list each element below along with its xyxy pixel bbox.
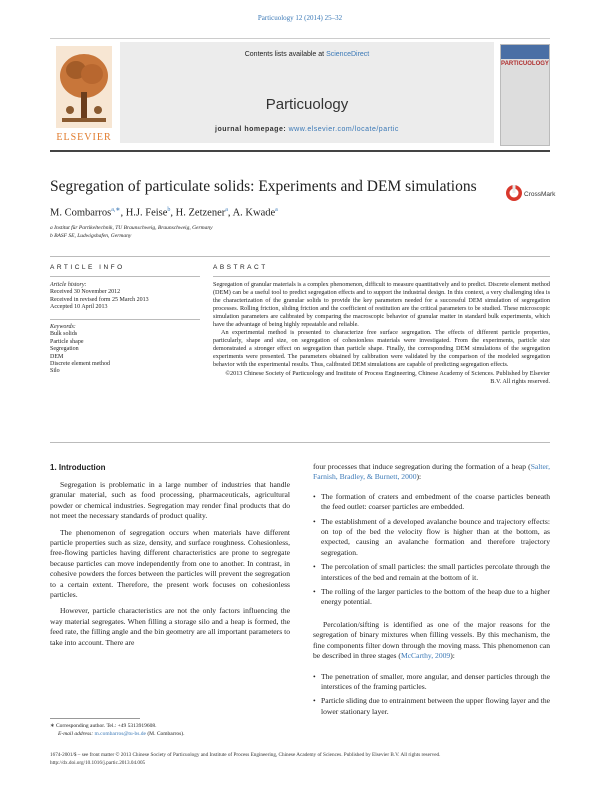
- list-item: • Particle sliding due to entrainment between the upper flowing layer and the lower stationary layer.: [313, 696, 550, 717]
- keyword: Bulk solids: [50, 331, 78, 338]
- author-name: H. Zetzener: [175, 207, 226, 219]
- abstract-paragraph: Segregation of granular materials is a complex phenomenon, difficult to measure quantitatively and to predict. Discrete element method (DEM) can be a useful tool to predict segregation effects and to support the industrial design. In this context, a very challenging idea is the characterization of the granular solids to provide the key parameters needed for a successful DEM simulation of segregation processes. Rolling friction, sliding friction and the coefficient of restitution are the critical parameters to be studied. These microscopic simulation parameters are calibrated by comparing the macroscopic behavior of granular matter in standard bulk experiments, which have the advantage of being highly repeatable and reliable.: [213, 281, 550, 328]
- crossmark-icon[interactable]: [505, 183, 556, 203]
- author-affiliation-marker[interactable]: a: [225, 207, 228, 213]
- email-link[interactable]: m.combarros@tu-bs.de: [94, 731, 146, 737]
- author-name: M. Combarros: [50, 207, 112, 219]
- text-run: Percolation/sifting is identified as one of the major reasons for the segregation of binary mixtures when filling vessels. By this mechanism, the fine components filter down through the moving mass. This phenomenon can be described in three stages (: [313, 619, 550, 661]
- body-paragraph: The phenomenon of segregation occurs when materials have different particle properties such as size, density, and surface roughness. Cohesionless, free-flowing particles having different characteristics are prone to segregate because particles can move independently from one to another. In contrast, in cohesive powders the forces between the particles will prevent the segregation to a certain extent. Therefore, the present work focuses on cohesionless particles.: [50, 527, 290, 600]
- info-divider: [50, 319, 200, 320]
- author-name: H.J. Feise: [125, 207, 168, 219]
- body-paragraph: [313, 462, 550, 483]
- text-run: ):: [416, 472, 422, 482]
- body-paragraph: [313, 620, 550, 662]
- keyword: Particle shape: [50, 338, 84, 345]
- text-run: ):: [450, 651, 455, 661]
- copyright-notice: ©2013 Chinese Society of Particuology and Institute of Process Engineering, Chinese Academy of Sciences. Published by Elsevier B.V. All rights reserved.: [225, 370, 550, 385]
- crossmark-label: CrossMark: [524, 191, 556, 198]
- footnote-divider: [50, 718, 140, 719]
- author-affiliation-marker[interactable]: b: [167, 207, 171, 213]
- author-name: A. Kwade: [232, 207, 276, 219]
- keyword: DEM: [50, 353, 64, 360]
- body-paragraph: However, particle characteristics are not the only factors influencing the way material segregates. When filling a storage silo and a heap is formed, the feed rate, the filling angle and the bin geometry are all important parameters to take into account. There are: [50, 606, 290, 647]
- email-suffix: (M. Combarros).: [145, 731, 185, 737]
- homepage-link[interactable]: www.elsevier.com/locate/partic: [288, 126, 399, 133]
- citation-link[interactable]: Salter, Farnish, Bradley, & Burnett, 2000: [313, 462, 550, 482]
- contents-line: [120, 51, 494, 58]
- email-note: [58, 731, 184, 737]
- abstract-divider: [213, 276, 550, 277]
- keyword: Segregation: [50, 346, 79, 353]
- contents-prefix: Contents lists available at: [244, 51, 327, 58]
- abstract-paragraph: An experimental method is presented to characterize free surface segregation. The effects of different particle properties, particularly, shape and size, on segregation of cohesionless materials were investigated. From the experiments, particle size demonstrated a stronger effect on segregation than particle shape. Finally, the corresponding DEM simulations of the segregation experiments were presented. The parameters obtained by calibration were validated by the comparison of the modeled segregation behavior with the experimental results. Thus, calibrated DEM simulations are capable of predicting segregation effects.: [213, 329, 550, 368]
- list-item: • The formation of craters and embedment of the coarse particles beneath the feed outlet: coarser particles are embedded.: [313, 492, 550, 513]
- cover-band: [501, 45, 549, 59]
- section-divider: [50, 256, 550, 257]
- article-title: Segregation of particulate solids: Experiments and DEM simulations: [50, 178, 477, 195]
- journal-reference[interactable]: Particuology 12 (2014) 25–32: [257, 14, 343, 22]
- history-item: Received in revised form 25 March 2013: [50, 296, 149, 303]
- list-item: • The penetration of smaller, more angular, and denser particles through the interstices of the framing particles.: [313, 672, 550, 693]
- author-affiliation-marker[interactable]: a,∗: [111, 207, 121, 213]
- elsevier-tree-logo: [54, 44, 114, 136]
- author-list: M. Combarros$^{a,∗}$, H.J. Feise$^b$, H. Zetzener$^a$, A. Kwade$^a$: [50, 207, 278, 219]
- journal-title: Particuology: [265, 96, 349, 113]
- publisher-name[interactable]: ELSEVIER: [56, 132, 112, 143]
- journal-homepage: [120, 126, 494, 133]
- list-item: • The rolling of the larger particles to the bottom of the heap due to a higher energy potential.: [313, 587, 550, 608]
- header-divider: [50, 150, 550, 152]
- history-label: Article history:: [50, 282, 87, 288]
- keyword: Discrete element method: [50, 361, 110, 368]
- author-affiliation-marker[interactable]: a: [275, 207, 278, 213]
- abstract-body: [213, 281, 550, 386]
- citation-link[interactable]: McCarthy, 2009: [400, 651, 451, 661]
- keywords-label: Keywords:: [50, 324, 76, 330]
- affiliation: b BASF SE, Ludwigshafen, Germany: [50, 233, 132, 239]
- section-heading: 1. Introduction: [50, 463, 106, 472]
- section-divider: [50, 442, 550, 443]
- abstract-heading: ABSTRACT: [213, 264, 268, 271]
- doi-link[interactable]: http://dx.doi.org/10.1016/j.partic.2013.04.005: [50, 760, 146, 766]
- cover-title: PARTICUOLOGY: [501, 61, 549, 67]
- history-item: Accepted 10 April 2013: [50, 304, 108, 311]
- left-column: [50, 480, 290, 654]
- list-item: • The establishment of a developed avalanche bounce and trajectory effects: on top of the bed the velocity flow is higher than at the bottom, as expected, causing an avalanche formation and therefore trajectory segregation.: [313, 517, 550, 559]
- info-divider: [50, 276, 200, 277]
- right-column: [313, 462, 550, 721]
- bullet-list: [313, 492, 550, 608]
- keywords: [50, 324, 110, 376]
- email-label: E-mail address:: [58, 731, 95, 737]
- keyword: Silo: [50, 368, 60, 375]
- journal-cover-image: [500, 44, 550, 146]
- homepage-label: journal homepage:: [215, 126, 289, 133]
- history-item: Received 30 November 2012: [50, 289, 121, 296]
- affiliation: a Institut für Partikeltechnik, TU Braunschweig, Braunschweig, Germany: [50, 225, 213, 231]
- corresponding-author-note: ∗ Corresponding author. Tel.: +49 5313919608.: [50, 723, 157, 729]
- article-info-heading: ARTICLE INFO: [50, 264, 125, 271]
- bullet-list: [313, 672, 550, 718]
- article-history: [50, 282, 149, 312]
- list-item: • The percolation of small particles: the small particles percolate through the interstices of the bed and remain at the bottom of it.: [313, 562, 550, 583]
- text-run: four processes that induce segregation during the formation of a heap (: [313, 462, 531, 471]
- sciencedirect-link[interactable]: ScienceDirect: [326, 51, 370, 58]
- body-paragraph: Segregation is problematic in a large number of industries that handle granular material, such as food processing, pharmaceuticals, agricultural powder or chemical industries. Segregation may render final products that do not meet the necessary standards of product quality.: [50, 480, 290, 521]
- issn-copyright-line: 1674-2001/$ – see front matter © 2013 Chinese Society of Particuology and Institute of Process Engineering, Chinese Academy of Sciences. Published by Elsevier B.V. All rights reserved.: [50, 752, 441, 758]
